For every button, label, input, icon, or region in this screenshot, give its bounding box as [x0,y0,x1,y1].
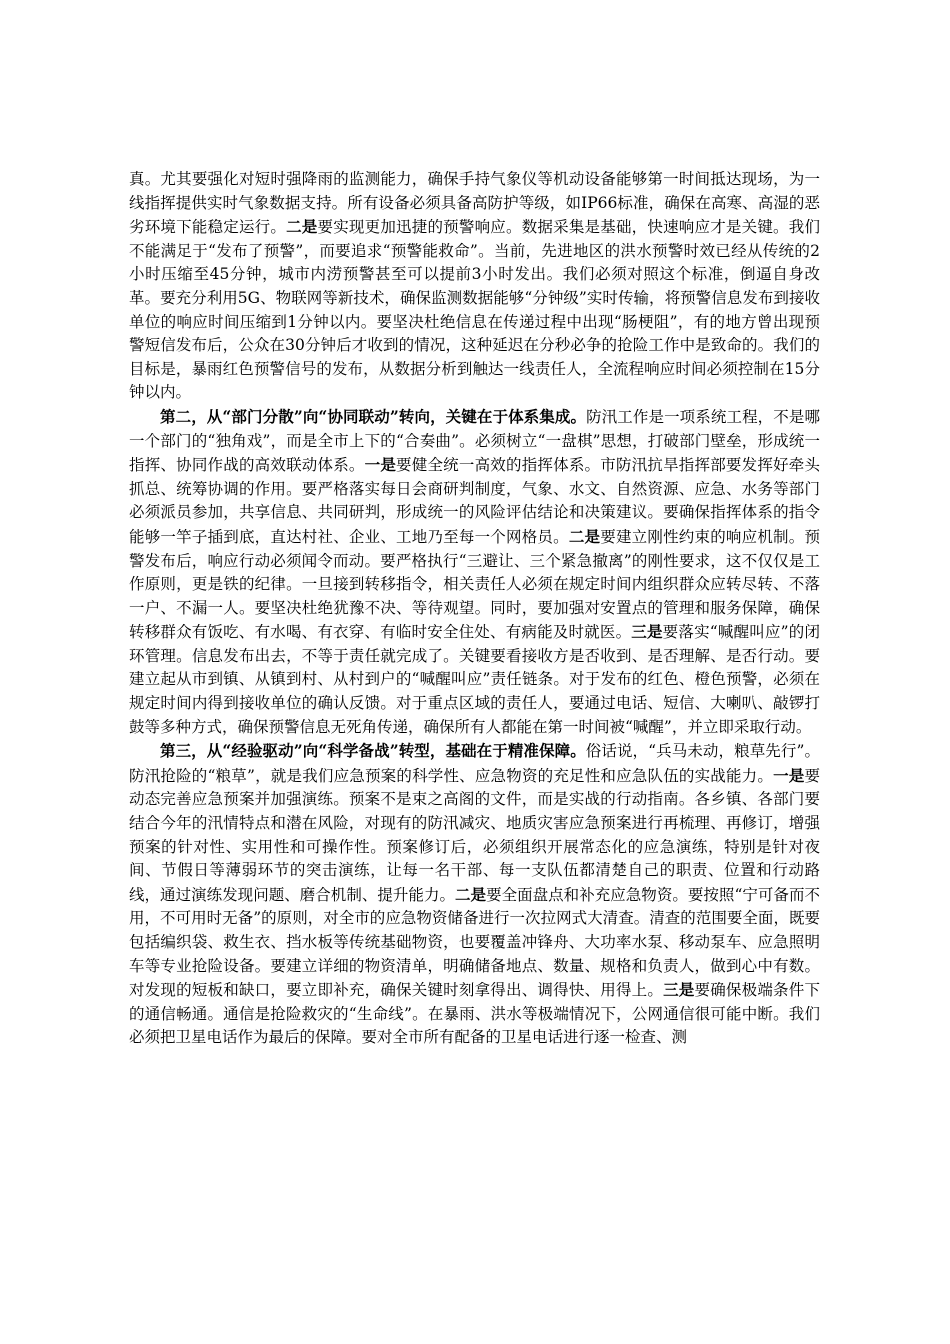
paragraph-3-text: 要确保极端条件下的通信畅通。通信是抢险救灾的“生命线”。在暴雨、洪水等极端情况下，公网通信很可能中断。我们必须把卫星电话作为最后的保障。要对全市所有配备的卫星电话进行逐一检查、测 [129,981,820,1047]
paragraph-2-text: 防汛工作是一项系统工程，不是哪一个部门的“独角戏”，而是全市上下的“合奏曲”。必须树立“一盘棋”思想，打破部门壁垒，形成统一指挥、协同作战的高效联动体系。 [129,407,820,475]
point-three-marker: 三是 [663,980,695,1000]
point-two-marker: 二是 [286,217,318,237]
paragraph-3-text: 要动态完善应急预案并加强演练。预案不是束之高阁的文件，而是实战的行动指南。各乡镇、各部门要结合今年的汛情特点和潜在风险，对现有的防汛减灾、地质灾害应急预案进行再梳理、再修订，增强预案的针对性、实用性和可操作性。预案修订后，必须组织开展常态化的应急演练，特别是针对夜间、节假日等薄弱环节的突击演练，让每一名干部、每一支队伍都清楚自己的职责、位置和行动路线，通过演练发现问题、磨合机制、提升能力。 [129,766,820,904]
paragraph-2-text: 要健全统一高效的指挥体系。市防汛抗旱指挥部要发挥好牵头抓总、统筹协调的作用。要严格落实每日会商研判制度，气象、水文、自然资源、应急、水务等部门必须派员参加，共享信息、共同研判，形成统一的风险评估结论和决策建议。要确保指挥体系的指令能够一竿子插到底，直达村社、企业、工地乃至每一个网格员。 [129,456,820,546]
point-one-marker: 一是 [364,455,397,475]
document-body [129,168,820,1050]
point-two-marker: 二是 [455,884,487,904]
paragraph-1-text: 要实现更加迅捷的预警响应。数据采集是基础，快速响应才是关键。我们不能满足于“发布了预警”，而要追求“预警能救命”。当前，先进地区的洪水预警时效已经从传统的2小时压缩至45分钟，城市内涝预警甚至可以提前3小时发出。我们必须对照这个标准，倒逼自身改革。要充分利用5G、物联网等新技术，确保监测数据能够“分钟级”实时传输，将预警信息发布到接收单位的响应时间压缩到1分钟以内。要坚决杜绝信息在传递过程中出现“肠梗阻”，有的地方曾出现预警短信发布后，公众在30分钟后才收到的情况，这种延迟在分秒必争的抢险工作中是致命的。我们的目标是，暴雨红色预警信号的发布，从数据分析到触达一线责任人，全流程响应时间必须控制在15分钟以内。 [129,218,820,402]
paragraph-2-text: 要落实“喊醒叫应”的闭环管理。信息发布出去，不等于责任就完成了。关键要看接收方是否收到、是否理解、是否行动。要建立起从市到镇、从镇到村、从村到户的“喊醒叫应”责任链条。对于发布的红色、橙色预警，必须在规定时间内得到接收单位的确认反馈。对于重点区域的责任人，要通过电话、短信、大喇叭、敲锣打鼓等多种方式，确保预警信息无死角传递，确保所有人都能在第一时间被“喊醒”，并立即采取行动。 [129,623,820,736]
point-two-marker: 二是 [568,526,601,546]
point-one-marker: 一是 [773,765,805,785]
section-heading-third: 第三，从“经验驱动”向“科学备战”转型，基础在于精准保障。 [160,741,586,761]
point-three-marker: 三是 [631,622,663,642]
paragraph-1 [129,168,820,405]
paragraph-2 [129,405,820,739]
paragraph-1-text: 真。尤其要强化对短时强降雨的监测能力，确保手持气象仪等机动设备能够第一时间抵达现场，为一线指挥提供实时气象数据支持。所有设备必须具备高防护等级，如IP66标准，确保在高寒、高湿的恶劣环境下能稳定运行。 [129,170,820,237]
paragraph-3 [129,739,820,1050]
paragraph-3-text: 俗话说，“兵马未动，粮草先行”。防汛抢险的“粮草”，就是我们应急预案的科学性、应急物资的充足性和应急队伍的实战能力。 [129,742,820,785]
paragraph-2-text: 要建立刚性约束的响应机制。预警发布后，响应行动必须闻令而动。要严格执行“三避让、三个紧急撤离”的刚性要求，这不仅仅是工作原则，更是铁的纪律。一旦接到转移指令，相关责任人必须在规定时间内组织群众应转尽转、不落一户、不漏一人。要坚决杜绝犹豫不决、等待观望。同时，要加强对安置点的管理和服务保障，确保转移群众有饭吃、有水喝、有衣穿、有临时安全住处、有病能及时就医。 [129,527,820,642]
section-heading-second: 第二，从“部门分散”向“协同联动”转向，关键在于体系集成。 [160,406,587,426]
paragraph-3-text: 要全面盘点和补充应急物资。要按照“宁可备而不用，不可用时无备”的原则，对全市的应急物资储备进行一次拉网式大清查。清查的范围要全面，既要包括编织袋、救生衣、挡水板等传统基础物资，也要覆盖冲锋舟、大功率水泵、移动泵车、应急照明车等专业抢险设备。要建立详细的物资清单，明确储备地点、数量、规格和负责人，做到心中有数。对发现的短板和缺口，要立即补充，确保关键时刻拿得出、调得快、用得上。 [129,885,820,1000]
